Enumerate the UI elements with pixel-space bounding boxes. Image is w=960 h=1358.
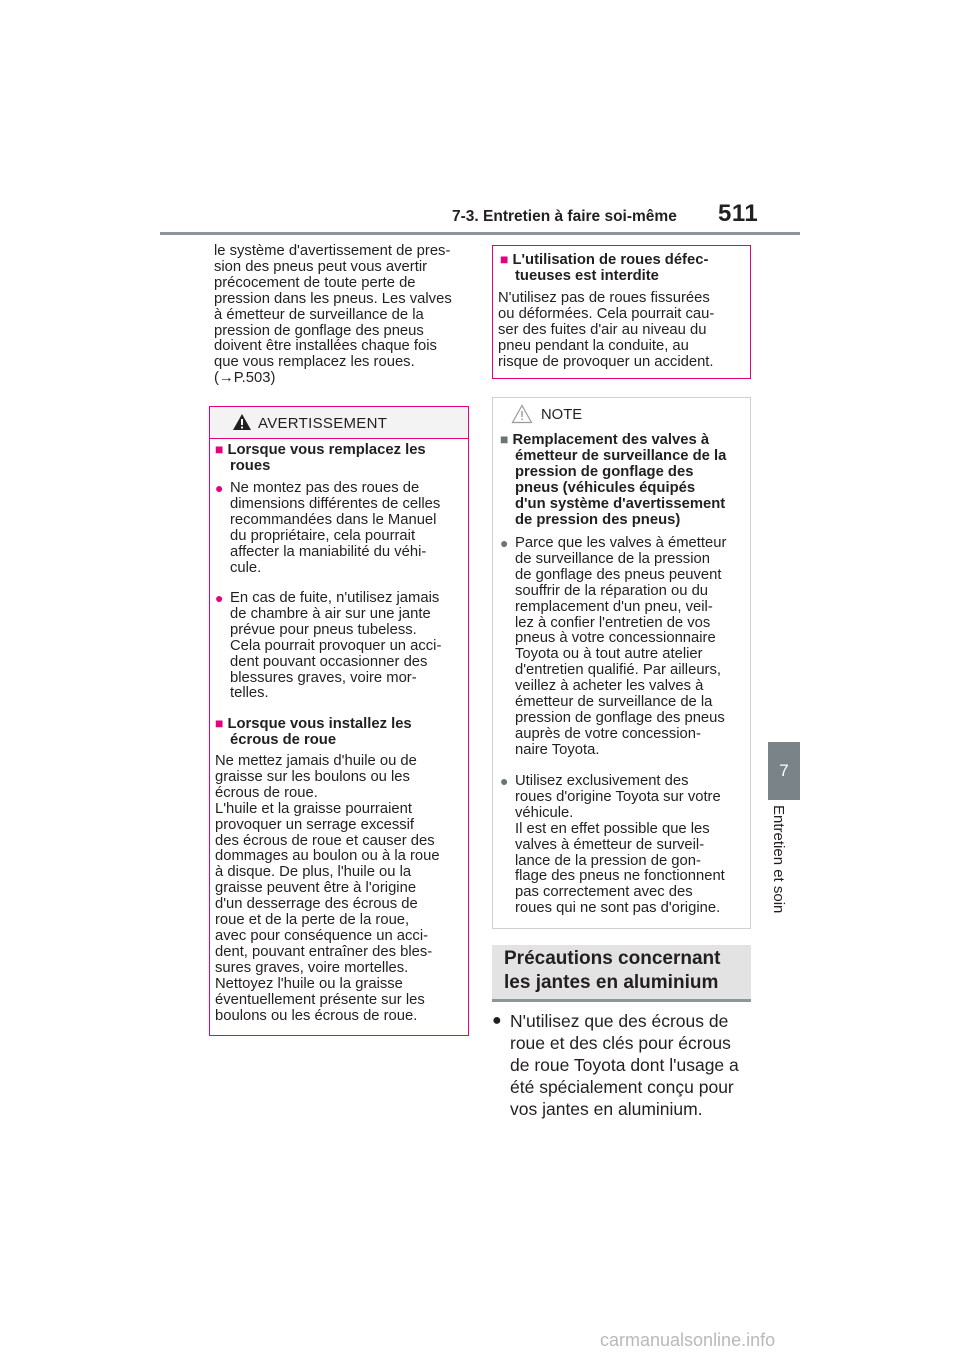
text-line: le système d'avertissement de pres-	[214, 243, 451, 259]
watermark: carmanualsonline.info	[600, 1330, 776, 1350]
note-heading: ■ Remplacement des valves à émetteur de surveillance de la pression de gonflage des pneus (véhicules équipés d'un système d'avertissement de pression des pneus)	[500, 431, 727, 528]
warning-bullet-2: ● En cas de fuite, n'utilisez jamais de chambre à air sur une jante prévue pour pneus tubeless. Cela pourrait provoquer un acci- dent pouvant occasionner des blessures graves, voire mor- telles.	[215, 590, 442, 702]
square-bullet-icon: ■	[500, 431, 509, 447]
warning-box	[209, 406, 469, 1036]
section-heading-line: les jantes en aluminium	[504, 972, 719, 993]
section-heading	[492, 945, 751, 1002]
section-title: 7-3. Entretien à faire soi-même	[452, 208, 677, 225]
warning-title: AVERTISSEMENT	[258, 415, 388, 432]
square-bullet-icon: ■	[500, 251, 509, 267]
round-bullet-icon: ●	[500, 773, 509, 789]
text-line: précocement de toute perte de	[214, 274, 416, 291]
note-title: NOTE	[541, 407, 583, 423]
section-heading-line: Précautions concernant	[504, 948, 721, 969]
note-bullet-2: ● Utilisez exclusivement des roues d'origine Toyota sur votre véhicule. Il est en effet possible que les valves à émetteur de surveil- lance de la pression de gon- flage des pneus ne fonctionnent pas correctement avec des roues qui ne sont pas d'origine.	[500, 773, 725, 917]
square-bullet-icon: ■	[215, 441, 224, 457]
text-line: sion des pneus peut vous avertir	[214, 258, 428, 275]
round-bullet-icon: ●	[500, 535, 509, 551]
warning-bullet-1: ● Ne montez pas des roues de dimensions différentes de celles recommandées dans le Manuel du propriétaire, cela pourrait affecter la maniabilité du véhi- cule.	[215, 480, 441, 576]
warning-heading-replace-wheels: ■ Lorsque vous remplacez les roues	[215, 441, 426, 474]
text-line: pression de gonflage des pneus	[214, 322, 424, 339]
defective-wheels-box	[492, 245, 751, 379]
page-number: 511	[718, 200, 759, 227]
round-bullet-icon: ●	[215, 590, 224, 606]
warning-paragraph-nuts: Ne mettez jamais d'huile ou de graisse sur les boulons ou les écrous de roue. L'huile et la graisse pourraient provoquer un serrage excessif des écrous de roue et causer des dommages au boulon ou à la roue à disque. De plus, l'huile ou la graisse peuvent être à l'origine d'un desserrage des écrous de roue et de la perte de la roue, avec pour conséquence un acci- dent, pouvant entraîner des bles- sures graves, voire mortelles. Nettoyez l'huile ou la graisse éventuellement présente sur les boulons ou les écrous de roue.	[215, 753, 440, 1024]
note-bullet-1: ● Parce que les valves à émetteur de surveillance de la pression de gonflage des pneus peuvent souffrir de la réparation ou du remplacement d'un pneu, veil- lez à confier l'entretien de vos pneus à votre concessionnaire Toyota ou à tout autre atelier d'entretien qualifié. Par ailleurs, veillez à acheter les valves à émetteur de surveillance de la pression de gonflage des pneus auprès de votre concession- naire Toyota.	[500, 535, 727, 758]
note-box	[492, 397, 751, 929]
header-rule	[160, 232, 800, 235]
chapter-label: Entretien et soin	[770, 805, 787, 914]
text-line: doivent être installées chaque fois	[214, 338, 437, 355]
text-line: à émetteur de surveillance de la	[214, 306, 424, 323]
warning-header	[210, 407, 468, 439]
square-bullet-icon: ■	[215, 715, 224, 731]
warning-triangle-icon	[232, 413, 252, 431]
text-line: que vous remplacez les roues.	[214, 354, 415, 371]
round-bullet-icon: ●	[492, 1012, 502, 1029]
page-reference-link[interactable]: (→P.503)	[214, 370, 276, 387]
chapter-tab[interactable]: 7	[768, 742, 800, 800]
defect-heading: ■ L'utilisation de roues défec- tueuses est interdite	[500, 251, 709, 284]
intro-paragraph	[214, 244, 476, 387]
aluminium-bullet: ● N'utilisez que des écrous de roue et des clés pour écrous de roue Toyota dont l'usage a été spécialement conçu pour vos jantes en aluminium.	[492, 1011, 739, 1119]
defect-paragraph: N'utilisez pas de roues fissurées ou déformées. Cela pourrait cau- ser des fuites d'air au niveau du pneu pendant la conduite, au risque de provoquer un accident.	[498, 290, 715, 370]
caution-triangle-icon	[511, 404, 533, 424]
round-bullet-icon: ●	[215, 480, 224, 496]
warning-heading-install-nuts: ■ Lorsque vous installez les écrous de roue	[215, 715, 412, 748]
text-line: pression dans les pneus. Les valves	[214, 290, 452, 307]
